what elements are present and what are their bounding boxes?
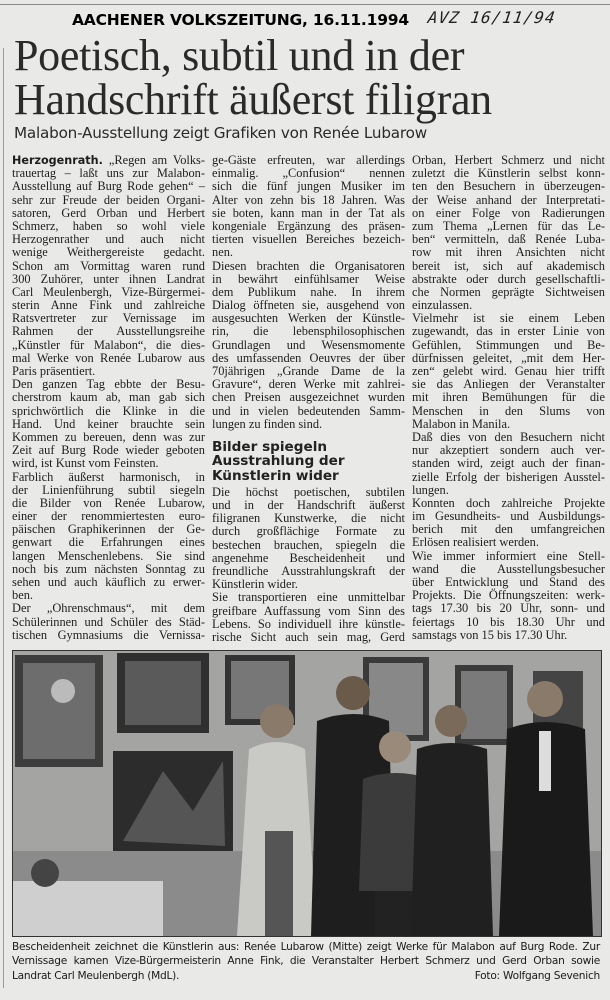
text-line: Alter von zehn bis 18 Jahren. Was	[212, 192, 405, 207]
text-line: rische Sicht auch sein mag, Gerd	[212, 629, 405, 644]
text-line: tags 17.30 bis 20 Uhr, sonn- und	[412, 601, 605, 616]
text-line: kongeniale Ergänzung des präsen-	[212, 218, 405, 233]
text-line: angenehme Bescheidenheit und	[212, 550, 405, 565]
text-line: sich die fünf jungen Musiker im	[212, 179, 405, 194]
section-heading-line: Bilder spiegeln	[212, 438, 328, 455]
text-line: Zeit auf Burg Rode wieder geboten	[12, 443, 205, 458]
subheadline: Malabon-Ausstellung zeigt Grafiken von Renée Lubarow	[14, 124, 427, 142]
headline-line: Poetisch, subtil und in der	[14, 31, 465, 80]
text-line: Dialog öffneten sie, ausgehend von	[212, 298, 405, 313]
article-column-1	[12, 154, 205, 642]
photo-credit: Foto: Wolfgang Sevenich	[474, 969, 600, 982]
text-line: Paris präsentiert.	[12, 364, 96, 378]
text-line: wand die Ausstellungsbesucher	[412, 561, 605, 576]
text-line: Den ganzen Tag ebbte der Besu-	[12, 377, 205, 392]
text-line: sehen und auch käuflich zu erwer-	[12, 575, 205, 589]
text-line: samstags von 15 bis 17.30 Uhr.	[412, 627, 568, 642]
paragraph	[412, 431, 605, 497]
text-line: abstrakte oder durch gesellschaftli-	[412, 271, 605, 286]
text-line: der Weise anhand der Interpretati-	[412, 192, 605, 207]
text-line: Gefühlen, Stimmungen und Be-	[412, 337, 605, 352]
text-line: tischen Gymnasiums die Vernissa-	[12, 627, 205, 642]
caption-line: Bescheidenheit zeichnet die Künstlerin aus: Renée Lubarow (Mitte) zeigt Werke für Malabon auf Burg Rode. Zur	[12, 941, 600, 953]
text-line: sehr zur Freude der beiden Organi-	[12, 192, 205, 207]
text-line: dürfnissen geleitet, „mit dem Her-	[412, 350, 605, 365]
paragraph	[12, 378, 205, 470]
text-line: che Normen geprägte Sichtweisen	[412, 284, 605, 299]
text-line: noch bis zum nächsten Sonntag zu	[12, 561, 205, 576]
text-line: feiertags 10 bis 18.30 Uhr und	[412, 614, 605, 629]
text-line: sterin Anne Fink und zahlreiche	[12, 298, 205, 313]
text-line: 70jährigen „Grande Dame de la	[212, 364, 405, 378]
text-line: on einer Folge von Radierungen	[412, 205, 605, 220]
text-line-rest: „Regen am Volks-	[108, 153, 205, 167]
text-line: wenige Weithergereiste gedacht.	[12, 245, 205, 260]
headline-line: Handschrift äußerst filigran	[14, 75, 492, 124]
text-line: einzulassen.	[412, 298, 473, 313]
text-line: der Linienführung subtil siegeln	[12, 482, 205, 497]
text-line: nur akzeptiert sondern auch ver-	[412, 443, 605, 458]
newspaper-masthead: AACHENER VOLKSZEITUNG, 16.11.1994	[72, 11, 409, 29]
flower-vase	[31, 859, 59, 887]
top-rule	[0, 4, 610, 5]
paragraph	[412, 497, 605, 550]
paragraph	[212, 260, 405, 431]
text-line: zuletzt die Künstlerin selbst konn-	[412, 166, 605, 181]
text-line: standen wird, zeigt auch der finan-	[412, 456, 605, 471]
text-line: Schmerz, haben so wohl viele	[12, 218, 205, 233]
text-line: Herzogenrather und auch nicht	[12, 232, 205, 247]
text-line: Orban, Herbert Schmerz und nicht	[412, 153, 605, 167]
text-line: wird, ist Kunst vom Feinsten.	[12, 456, 159, 471]
text-line: Schon am Vormittag waren rund	[12, 258, 205, 273]
dateline: Herzogenrath.	[12, 154, 103, 167]
text-line: Künstlerin wider.	[212, 577, 299, 592]
caption-line	[12, 969, 600, 983]
text-line: Menschen in den Slums von	[412, 403, 605, 418]
text-line: row mit ihren Ansichten nicht	[412, 245, 605, 260]
text-line: Sie transportieren eine unmittelbar	[212, 590, 405, 605]
text-line: mit ihren Bemühungen für die	[412, 390, 605, 405]
text-line: Projekts. Die Öffnungszeiten: werk-	[412, 588, 605, 603]
paragraph	[412, 154, 605, 312]
paragraph	[212, 154, 405, 260]
text-line: Schülerinnen und Schüler des Städ-	[12, 614, 205, 629]
text-line: lungen.	[412, 482, 449, 497]
paragraph	[412, 550, 605, 642]
text-line: die Bilder von Renée Lubarow,	[12, 495, 205, 510]
clipping-edge	[3, 48, 4, 988]
paragraph	[412, 312, 605, 431]
section-heading	[212, 440, 405, 483]
text-line: päischen Graphikerinnen der Ge-	[12, 522, 205, 537]
text-line: Gravure“, deren Werke mit zahlrei-	[212, 377, 405, 392]
text-line: in bewährt einfühlsamer Weise	[212, 271, 405, 286]
text-line: Lebens. So individuell ihre künstle-	[212, 616, 405, 631]
text-line: Ratsvertreter zur Vernissage im	[12, 311, 205, 326]
paragraph	[212, 486, 405, 592]
exhibition-photo	[12, 650, 602, 937]
text-line: Kommen zu bereuen, denn was zur	[12, 429, 205, 444]
text-line: chen Preisen ausgezeichnet wurden	[212, 390, 405, 405]
text-line: „Künstler für Malabon“, die dies-	[12, 337, 205, 352]
text-line: ben.	[12, 588, 33, 603]
text-line: ten den Besuchern in überzeugen-	[412, 179, 605, 194]
text-line: Hand. Und keiner brauchte sein	[12, 416, 205, 431]
text-line: filigranen Kunstwerke, die nicht	[212, 511, 405, 526]
photo-illustration	[13, 651, 601, 936]
caption-text: Landrat Carl Meulenbergh (MdL).	[12, 969, 180, 982]
text-line: des umfassenden Oeuvres der über	[212, 350, 405, 365]
text-line: greifbare Auffassung vom Sinn des	[212, 603, 405, 618]
text-line: berich mit den umfangreichen	[412, 522, 605, 537]
article-column-2	[212, 154, 405, 644]
text-line: ausgesuchten Werken der Künstle-	[212, 311, 405, 326]
text-line: genwart die Erfahrungen eines	[12, 535, 205, 550]
text-line: Der „Ohrenschmaus“, mit dem	[12, 601, 205, 616]
text-line: bereit ist, sich auf akademisch	[412, 258, 605, 273]
text-line: Grundlagen und Wesensmomente	[212, 337, 405, 352]
text-line: im Gesundheits- und Ausbildungs-	[412, 509, 605, 524]
text-line: freundliche Ausstrahlungskraft der	[212, 563, 405, 578]
text-line: Malabon in Manila.	[412, 416, 511, 431]
text-line: einer der renommiertesten euro-	[12, 509, 205, 524]
text-line: sprichwörtlich die Klinke in die	[12, 403, 205, 418]
section-heading-line: Künstlerin wider	[212, 467, 339, 484]
text-line: Diesen brachten die Organisatoren	[212, 258, 405, 273]
text-line: cherstrom kaum ab, man gab sich	[12, 390, 205, 405]
text-line: sie boten, kann man in der Tat als	[212, 205, 405, 220]
text-line: rin, die lebensphilosophischen	[212, 324, 405, 339]
text-line: Daß dies von den Besuchern nicht	[412, 429, 605, 444]
photo-caption	[12, 940, 600, 983]
text-line: Erlösen realisiert werden.	[412, 535, 539, 550]
text-line: Rahmen der Ausstellungsreihe	[12, 324, 205, 339]
text-line: Carl Meulenbergh, Vize-Bürgermei-	[12, 284, 205, 299]
article-column-3	[412, 154, 605, 642]
text-line: zielle Erfolg der bisherigen Ausstel-	[412, 469, 605, 484]
text-line: und in vielen bedeutenden Samm-	[212, 403, 405, 418]
text-line: Ausstellung auf Burg Rode gehen“ –	[12, 179, 205, 194]
text-line: nen.	[212, 245, 233, 260]
text-line: satoren, Gerd Orban und Herbert	[12, 205, 205, 220]
paragraph	[12, 154, 205, 378]
text-line: mal Werke von Renée Lubarow aus	[12, 350, 205, 365]
text-line: trauertag – laßt uns zur Malabon-	[12, 166, 205, 181]
caption-line: Vernissage kamen Vize-Bürgermeisterin Anne Fink, die Veranstalter Herbert Schmerz und Gerd Orban sowie	[12, 955, 600, 968]
paragraph	[12, 471, 205, 603]
text-line: bestechen brauchen, spiegeln die	[212, 537, 405, 552]
paragraph	[12, 602, 205, 642]
text-line: lungen zu finden sind.	[212, 416, 323, 431]
text-line: einmalig. „Confusion“ nennen	[212, 166, 405, 181]
section-heading-line: Ausstrahlung der	[212, 453, 345, 470]
text-line: und in der Handschrift äußerst	[212, 498, 405, 513]
text-line: zum Thema „Lernen für das Le-	[412, 218, 605, 233]
text-line: über Entwicklung und Stand des	[412, 575, 605, 589]
text-line: Die höchst poetischen, subtilen	[212, 484, 405, 499]
text-line: ben“ vermitteln, daß Renée Luba-	[412, 232, 605, 247]
text-line: Konnten doch zahlreiche Projekte	[412, 495, 605, 510]
text-line: zugewandt, das in erster Linie von	[412, 324, 605, 339]
handwritten-note: AVZ 16/11/94	[426, 8, 557, 27]
text-line: Farblich äußerst harmonisch, in	[12, 469, 205, 484]
text-line: 300 Zuhörer, unter ihnen Landrat	[12, 271, 205, 286]
text-line: sie das Anliegen der Veranstalter	[412, 377, 605, 392]
text-line: langen Menschenlebens. Sie sind	[12, 548, 205, 563]
text-line: tierten visuellen Bereiches bezeich-	[212, 232, 405, 247]
text-line: Wie immer informiert eine Stell-	[412, 548, 605, 563]
headline	[14, 31, 492, 124]
text-line: ge-Gäste erfreuten, war allerdings	[212, 153, 405, 167]
text-line: durch großflächige Formate zu	[212, 524, 405, 539]
paragraph	[212, 591, 405, 644]
text-line: dem Publikum nahe. In ihrem	[212, 284, 405, 299]
text-line: Vielmehr ist sie einem Leben	[412, 311, 605, 326]
text-line: zen“ gelebt wird. Genau hier trifft	[412, 364, 605, 378]
